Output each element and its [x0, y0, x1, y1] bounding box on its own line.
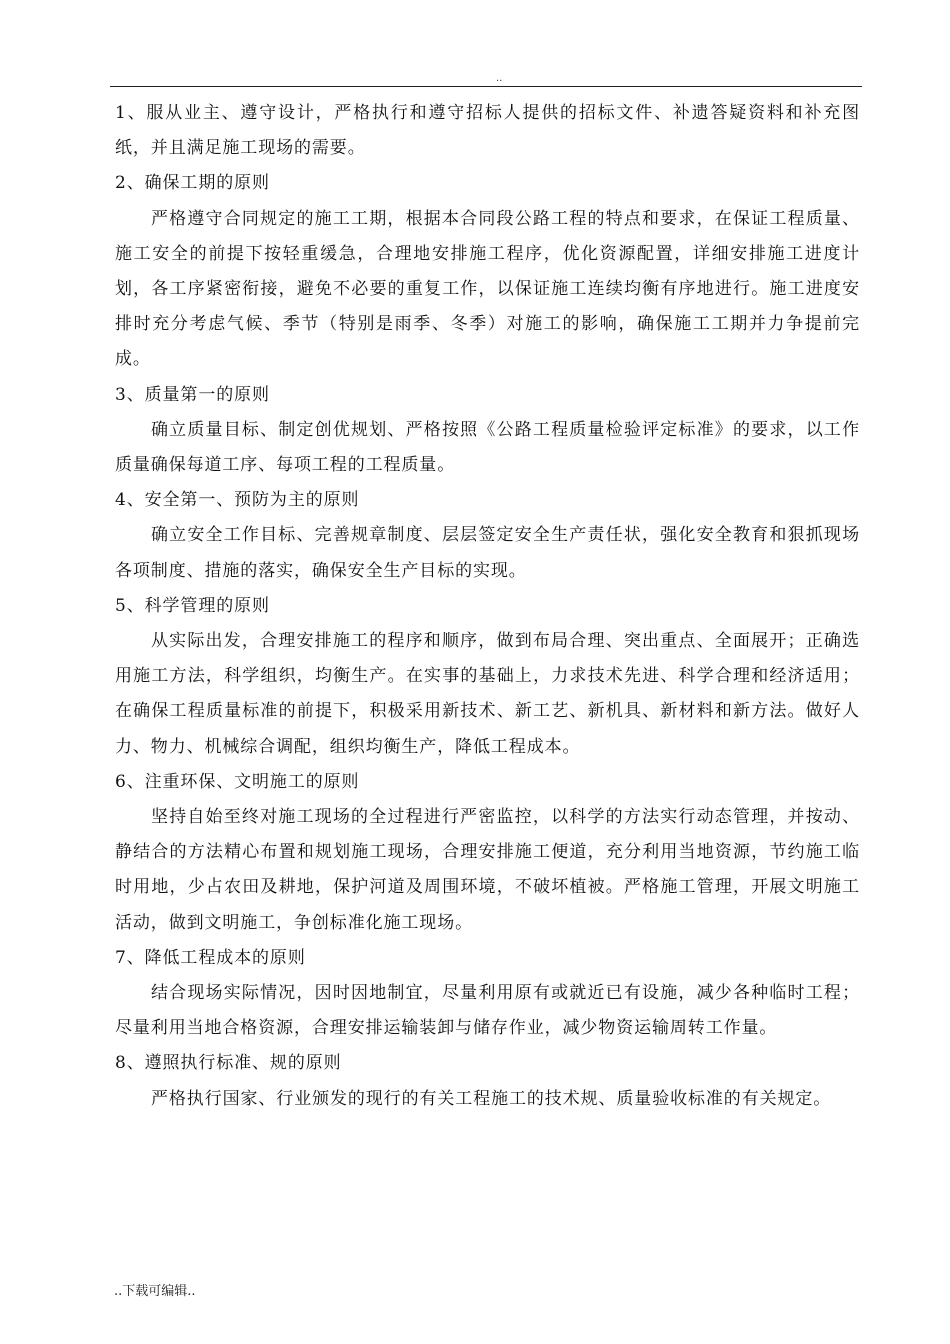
footer-note: ..下载可编辑..	[114, 1284, 196, 1299]
section-heading-5: 5、科学管理的原则	[115, 595, 270, 616]
document-body	[115, 96, 860, 1117]
section-heading-6: 6、注重环保、文明施工的原则	[115, 771, 360, 792]
paragraph-1: 1、服从业主、遵守设计，严格执行和遵守招标人提供的招标文件、补遗答疑资料和补充图纸，并且满足施工现场的需要。	[115, 103, 860, 159]
paragraph-7: 结合现场实际情况，因时因地制宜，尽量利用原有或就近已有设施，减少各种临时工程；尽量利用当地合格资源，合理安排运输装卸与储存作业，减少物资运输周转工作量。	[115, 983, 860, 1039]
paragraph-8: 严格执行国家、行业颁发的现行的有关工程施工的技术规、质量验收标准的有关规定。	[151, 1088, 832, 1109]
section-heading-8: 8、遵照执行标准、规的原则	[115, 1053, 342, 1074]
section-heading-4: 4、安全第一、预防为主的原则	[115, 490, 360, 511]
paragraph-3: 确立质量目标、制定创优规划、严格按照《公路工程质量检验评定标准》的要求，以工作质量确保每道工序、每项工程的工程质量。	[115, 419, 860, 476]
header-mark: ..	[496, 73, 503, 84]
section-heading-3: 3、质量第一的原则	[115, 384, 270, 405]
section-heading-7: 7、降低工程成本的原则	[115, 947, 306, 968]
paragraph-6: 坚持自始至终对施工现场的全过程进行严密监控，以科学的方法实行动态管理，并按动、静结合的方法精心布置和规划施工现场，合理安排施工便道，充分利用当地资源，节约施工临时用地，少占农田及耕地，保护河道及周围环境，不破坏植被。严格施工管理，开展文明施工活动，做到文明施工，争创标准化施工现场。	[115, 807, 860, 933]
paragraph-5: 从实际出发，合理安排施工的程序和顺序，做到布局合理、突出重点、全面展开；正确选用施工方法，科学组织，均衡生产。在实事的基础上，力求技术先进、科学合理和经济适用；在确保工程质量标准的前提下，积极采用新技术、新工艺、新机具、新材料和新方法。做好人力、物力、机械综合调配，组织均衡生产，降低工程成本。	[115, 631, 860, 757]
paragraph-2: 严格遵守合同规定的施工工期，根据本合同段公路工程的特点和要求，在保证工程质量、施工安全的前提下按轻重缓急，合理地安排施工程序，优化资源配置，详细安排施工进度计划，各工序紧密衔接，避免不必要的重复工作，以保证施工连续均衡有序地进行。施工进度安排时充分考虑气候、季节（特别是雨季、冬季）对施工的影响，确保施工工期并力争提前完成。	[115, 208, 860, 370]
section-heading-2: 2、确保工期的原则	[115, 173, 270, 194]
header-rule	[110, 86, 862, 87]
paragraph-4: 确立安全工作目标、完善规章制度、层层签定安全生产责任状，强化安全教育和狠抓现场各项制度、措施的落实，确保安全生产目标的实现。	[115, 525, 860, 581]
